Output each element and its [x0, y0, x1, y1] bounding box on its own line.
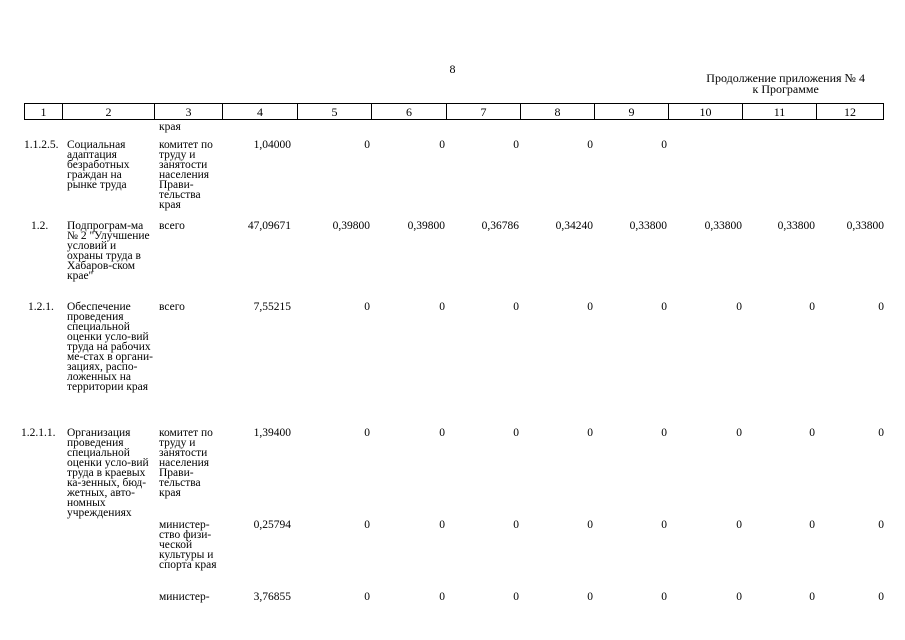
value-col-12: 0 [878, 427, 884, 439]
column-number-header [24, 103, 884, 120]
value-col-7: 0 [513, 591, 519, 603]
header-col-3: 3 [155, 104, 223, 120]
header-col-7: 7 [447, 104, 521, 120]
row-executor: комитет по труду и занятости населения Прави-тельства края [159, 427, 213, 499]
value-col-10: 0 [736, 519, 742, 531]
value-col-10: 0 [736, 301, 742, 313]
value-col-6: 0 [439, 427, 445, 439]
value-col-12: 0 [878, 591, 884, 603]
page-number: 8 [449, 62, 456, 76]
value-col-4: 47,09671 [247, 220, 291, 232]
row-name: Обеспечение проведения специальной оценки усло-вий труда на рабочих ме-стах в органи-зациях, распо-ложенных на территории края [67, 301, 153, 393]
carryover-text: края [159, 121, 181, 133]
value-col-8: 0 [587, 591, 593, 603]
caption-line-1: Продолжение приложения № 4 [706, 71, 865, 85]
value-col-12: 0 [878, 519, 884, 531]
value-col-4: 7,55215 [253, 301, 291, 313]
value-col-8: 0 [587, 139, 593, 151]
value-col-4: 0,25794 [253, 519, 291, 531]
value-col-5: 0 [364, 519, 370, 531]
value-col-10: 0,33800 [704, 220, 742, 232]
header-col-4: 4 [223, 104, 298, 120]
value-col-11: 0 [809, 519, 815, 531]
header-col-6: 6 [372, 104, 447, 120]
value-col-6: 0,39800 [407, 220, 445, 232]
value-col-5: 0,39800 [332, 220, 370, 232]
value-col-6: 0 [439, 591, 445, 603]
row-code: 1.2.1.1. [21, 427, 56, 439]
value-col-10: 0 [736, 591, 742, 603]
value-col-9: 0 [661, 591, 667, 603]
value-col-6: 0 [439, 519, 445, 531]
caption-line-2: к Программе [752, 82, 819, 96]
value-col-7: 0 [513, 139, 519, 151]
value-col-4: 1,39400 [253, 427, 291, 439]
value-col-12: 0 [878, 301, 884, 313]
value-col-11: 0 [809, 301, 815, 313]
value-col-9: 0 [661, 519, 667, 531]
value-col-8: 0 [587, 519, 593, 531]
value-col-11: 0,33800 [777, 220, 815, 232]
row-code: 1.2. [31, 220, 49, 232]
value-col-7: 0,36786 [481, 220, 519, 232]
row-executor: министер-ство физи-ческой культуры и спорта края [159, 519, 217, 571]
value-col-7: 0 [513, 301, 519, 313]
value-col-8: 0,34240 [555, 220, 593, 232]
row-name: Организация проведения специальной оценки усло-вий труда в краевых ка-зенных, бюд-жетных, авто-номных учреждениях [67, 427, 149, 519]
row-name: Подпрограм-ма № 2 "Улучшение условий и охраны труда в Хабаров-ском крае" [67, 220, 150, 282]
value-col-8: 0 [587, 427, 593, 439]
value-col-5: 0 [364, 591, 370, 603]
value-col-7: 0 [513, 427, 519, 439]
value-col-10: 0 [736, 427, 742, 439]
row-code: 1.2.1. [28, 301, 54, 313]
value-col-11: 0 [809, 591, 815, 603]
value-col-9: 0,33800 [629, 220, 667, 232]
row-executor: министер- [159, 591, 210, 603]
header-col-12: 12 [817, 104, 884, 120]
value-col-4: 1,04000 [253, 139, 291, 151]
header-col-8: 8 [521, 104, 595, 120]
header-col-11: 11 [743, 104, 817, 120]
value-col-6: 0 [439, 139, 445, 151]
value-col-5: 0 [364, 301, 370, 313]
row-executor: комитет по труду и занятости населения Прави-тельства края [159, 139, 213, 211]
header-col-2: 2 [63, 104, 155, 120]
row-code: 1.1.2.5. [24, 139, 59, 151]
value-col-9: 0 [661, 427, 667, 439]
header-col-10: 10 [669, 104, 743, 120]
value-col-12: 0,33800 [846, 220, 884, 232]
value-col-6: 0 [439, 301, 445, 313]
value-col-9: 0 [661, 301, 667, 313]
row-name: Социальная адаптация безработных граждан на рынке труда [67, 139, 130, 191]
header-col-9: 9 [595, 104, 669, 120]
caption [706, 73, 865, 95]
row-executor: всего [159, 301, 185, 313]
value-col-5: 0 [364, 139, 370, 151]
value-col-11: 0 [809, 427, 815, 439]
value-col-8: 0 [587, 301, 593, 313]
header-col-1: 1 [25, 104, 63, 120]
value-col-9: 0 [661, 139, 667, 151]
value-col-5: 0 [364, 427, 370, 439]
value-col-7: 0 [513, 519, 519, 531]
header-col-5: 5 [298, 104, 372, 120]
row-executor: всего [159, 220, 185, 232]
value-col-4: 3,76855 [253, 591, 291, 603]
